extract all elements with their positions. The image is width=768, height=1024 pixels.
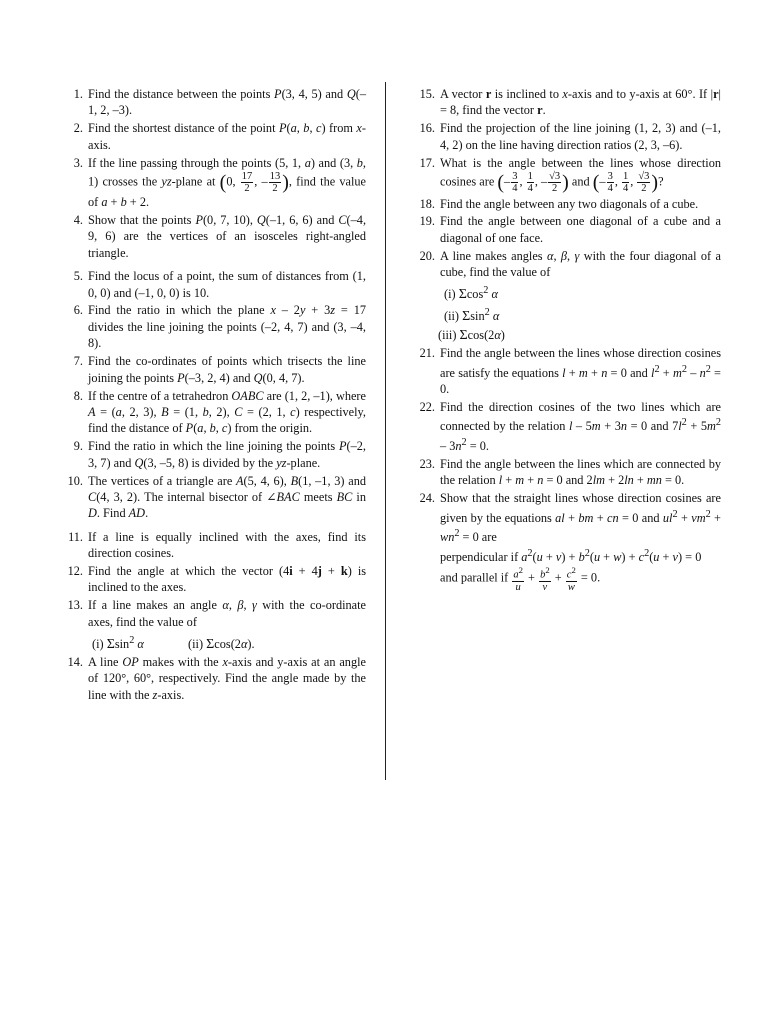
- question-2: 2. Find the shortest distance of the point P(a, b, c) from x-axis.: [73, 121, 366, 152]
- question-14-text: A line OP makes with the x-axis and y-axis at an angle of 120°, 60°, respectively. Find the angle made by the line with the z-axis.: [88, 654, 366, 702]
- question-3: 3. If the line passing through the points (5, 1, a) and (3, b, 1) crosses the yz-plane at (0, $\frac{17}{2}$ , – $\frac{13}{2}$ ), find the value of a + b + 2.: [73, 155, 367, 210]
- question-2-text: Find the shortest distance of the point P(a, b, c) from x-axis.: [88, 121, 366, 152]
- question-20-text: A line makes angles α, β, γ with the four diagonal of a cube, find the value of: [440, 248, 721, 280]
- question-11-text: If a line is equally inclined with the axes, find its direction cosines.: [88, 529, 366, 561]
- question-7-text: Find the co-ordinates of points which trisects the line joining the points P(–3, 2, 4) and Q(0, 4, 7).: [88, 354, 366, 385]
- question-6-text: Find the ratio in which the plane x – 2y + 3z = 17 divides the line joining the points (–2, 4, 7) and (3, –4, 8).: [88, 303, 366, 351]
- question-13-part-ii: (ii) Σcos(2α).: [188, 636, 255, 652]
- question-9: 9. Find the ratio in which the line joining the points P(–2, 3, 7) and Q(3, –5, 8) is divided by the yz-plane.: [73, 439, 366, 470]
- question-6: 6. Find the ratio in which the plane x – 2y + 3z = 17 divides the line joining the points (–2, 4, 7) and (3, –4, 8).: [73, 303, 366, 351]
- question-13-part-i: (i) Σsin$^2$ α: [92, 634, 144, 652]
- question-8: 8. If the centre of a tetrahedron OABC are (1, 2, –1), where A = (a, 2, 3), B = (1, b, 2), C = (2, 1, c) respectively, find the distance of P(a, b, c) from the origin.: [73, 388, 366, 436]
- column-divider: [385, 82, 386, 780]
- right-column: [410, 86, 721, 594]
- question-18: 18. Find the angle between any two diagonals of a cube.: [410, 196, 721, 212]
- question-4-text: Show that the points P(0, 7, 10), Q(–1, 6, 6) and C(–4, 9, 6) are the vertices of an isosceles right-angled triangle.: [88, 212, 367, 260]
- question-24-text: Show that the straight lines whose direction cosines are given by the equations al + bm + cn = 0 and $ul^2 + vm^2 + wn^2 = 0$ are perpendicular if $a^2(u + v) + b^2(u + w) + c^2(u + v) = 0$ and parallel if $\frac{a^2}{u}$ + $\frac{b^2}{v}$ + $\frac{c^2}{w}$ = 0.: [440, 491, 721, 593]
- question-13: 13. If a line makes an angle α, β, γ with the co-ordinate axes, find the value of: [67, 598, 366, 629]
- question-1: 1. Find the distance between the points P(3, 4, 5) and Q(–1, 2, –3).: [73, 87, 366, 118]
- question-18-text: Find the angle between any two diagonals of a cube.: [440, 196, 699, 211]
- question-5-text: Find the locus of a point, the sum of distances from (1, 0, 0) and (–1, 0, 0) is 10.: [88, 269, 366, 300]
- question-19-text: Find the angle between one diagonal of a cube and a diagonal of one face.: [440, 214, 721, 245]
- question-9-text: Find the ratio in which the line joining the points P(–2, 3, 7) and Q(3, –5, 8) is divided by the yz-plane.: [88, 439, 366, 470]
- question-4: 4. Show that the points P(0, 7, 10), Q(–1, 6, 6) and C(–4, 9, 6) are the vertices of an isosceles right-angled triangle.: [73, 212, 367, 260]
- question-20-part-i: (i) Σcos$^2$ α: [444, 285, 498, 303]
- question-10: 10. The vertices of a triangle are A(5, 4, 6), B(1, –1, 3) and C(4, 3, 2). The internal bisector of ∠BAC meets BC in D. Find AD.: [67, 473, 366, 521]
- question-21-text: Find the angle between the lines whose direction cosines are satisfy the equations l + m + n = 0 and $l^2 + m^2 - n^2 = 0$.: [440, 346, 721, 397]
- question-11: 11. If a line is equally inclined with the axes, find its direction cosines.: [68, 529, 366, 561]
- question-10-text: The vertices of a triangle are A(5, 4, 6), B(1, –1, 3) and C(4, 3, 2). The internal bisector of ∠BAC meets BC in D. Find AD.: [88, 473, 366, 521]
- question-24: 24. Show that the straight lines whose direction cosines are given by the equations al + bm + cn = 0 and $ul^2 + vm^2 + wn^2 = 0$ are perpendicular if $a^2(u + v) + b^2(u + w) + c^2(u + v) = 0$ and parallel if $\frac{a^2}{u}$ + $\frac{b^2}{v}$ + $\frac{c^2}{w}$ = 0.: [419, 491, 721, 593]
- left-column: [58, 86, 366, 705]
- question-23-text: Find the angle between the lines which are connected by the relation l + m + n = 0 and 2lm + 2ln + mn = 0.: [440, 456, 721, 488]
- question-22-text: Find the direction cosines of the two lines which are connected by the relation l – 5m + 3n = 0 and $7l^2 + 5m^2 - 3n^2 = 0$.: [440, 400, 721, 454]
- question-1-text: Find the distance between the points P(3, 4, 5) and Q(–1, 2, –3).: [88, 87, 366, 118]
- question-17: 17. What is the angle between the lines whose direction cosines are (– $\frac{3}{4}$ , $\frac{1}{4}$ , – $\frac{√3}{2}$ ) and (– $\frac{3}{4}$ , $\frac{1}{4}$ , $\frac{√3}{2}$ )?: [419, 155, 721, 195]
- question-14: 14. A line OP makes with the x-axis and y-axis at an angle of 120°, 60°, respectively. Find the angle made by the line with the z-axis.: [67, 654, 366, 702]
- question-15: 15. A vector r is inclined to x-axis and to y-axis at 60°. If |r| = 8, find the vector r.: [419, 87, 721, 118]
- question-20-part-ii: (ii) Σsin$^2$ α: [444, 307, 500, 325]
- question-19: 19. Find the angle between one diagonal of a cube and a diagonal of one face.: [419, 214, 721, 245]
- question-16-text: Find the projection of the line joining (1, 2, 3) and (–1, 4, 2) on the line having direction ratios (2, 3, –6).: [440, 121, 721, 152]
- question-20-part-iii: (iii) Σcos(2α): [438, 328, 505, 344]
- question-16: 16. Find the projection of the line joining (1, 2, 3) and (–1, 4, 2) on the line having direction ratios (2, 3, –6).: [419, 121, 721, 152]
- question-21: 21. Find the angle between the lines whose direction cosines are satisfy the equations l + m + n = 0 and $l^2 + m^2 - n^2 = 0$.: [419, 346, 721, 397]
- question-8-text: If the centre of a tetrahedron OABC are (1, 2, –1), where A = (a, 2, 3), B = (1, b, 2), C = (2, 1, c) respectively, find the distance of P(a, b, c) from the origin.: [88, 388, 366, 436]
- question-17-text: What is the angle between the lines whose direction cosines are (– $\frac{3}{4}$ , $\frac{1}{4}$ , – $\frac{√3}{2}$ ) and (– $\frac{3}{4}$ , $\frac{1}{4}$ , $\frac{√3}{2}$ )?: [440, 155, 721, 195]
- question-12: 12. Find the angle at which the vector (4i + 4j + k) is inclined to the axes.: [67, 564, 367, 595]
- question-12-text: Find the angle at which the vector (4i + 4j + k) is inclined to the axes.: [88, 564, 367, 595]
- question-3-text: If the line passing through the points (5, 1, a) and (3, b, 1) crosses the yz-plane at (0, $\frac{17}{2}$ , – $\frac{13}{2}$ ), find the value of a + b + 2.: [88, 155, 367, 210]
- question-13-text: If a line makes an angle α, β, γ with the co-ordinate axes, find the value of: [88, 598, 366, 629]
- question-7: 7. Find the co-ordinates of points which trisects the line joining the points P(–3, 2, 4) and Q(0, 4, 7).: [73, 354, 366, 385]
- question-20: 20. A line makes angles α, β, γ with the four diagonal of a cube, find the value of: [419, 248, 721, 280]
- question-23: 23. Find the angle between the lines which are connected by the relation l + m + n = 0 and 2lm + 2ln + mn = 0.: [419, 456, 721, 488]
- question-5: 5. Find the locus of a point, the sum of distances from (1, 0, 0) and (–1, 0, 0) is 10.: [73, 269, 366, 300]
- question-13-parts: [58, 632, 366, 654]
- question-22: 22. Find the direction cosines of the two lines which are connected by the relation l – 5m + 3n = 0 and $7l^2 + 5m^2 - 3n^2 = 0$.: [419, 400, 721, 454]
- question-15-text: A vector r is inclined to x-axis and to y-axis at 60°. If |r| = 8, find the vector r.: [440, 87, 721, 118]
